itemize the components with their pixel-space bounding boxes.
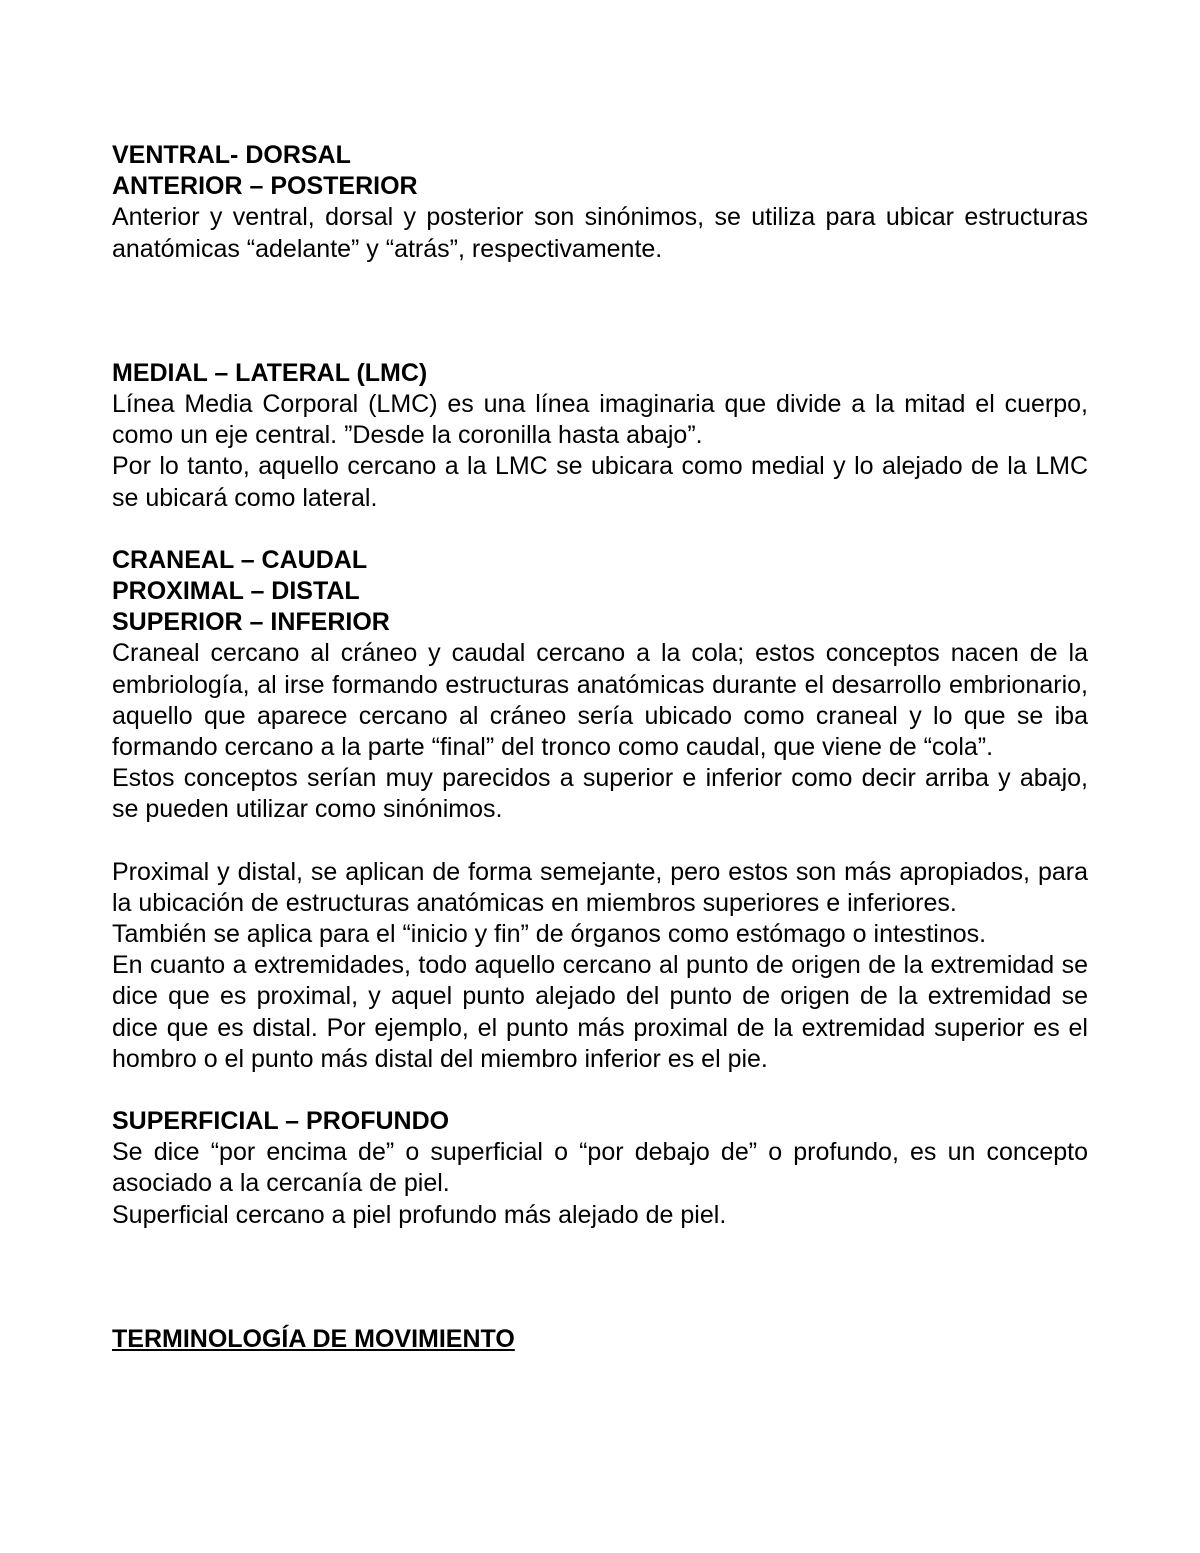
heading-proximal-distal: PROXIMAL – DISTAL: [112, 577, 360, 606]
spacer: [112, 1231, 1088, 1324]
paragraph-craneal-caudal: Craneal cercano al cráneo y caudal cercano a la cola; estos conceptos nacen de la embriología, al irse formando estructuras anatómicas durante el desarrollo embrionario, aquello que aparece cercano al cráneo sería ubicado como craneal y lo que se iba formando cercano a la parte “final” del tronco como caudal, que viene de “cola”.: [112, 639, 1088, 762]
heading-medial-lateral: MEDIAL – LATERAL (LMC): [112, 358, 428, 387]
spacer: [112, 514, 1088, 545]
heading-superior-inferior: SUPERIOR – INFERIOR: [112, 608, 390, 637]
paragraph-piel: Superficial cercano a piel profundo más alejado de piel.: [112, 1200, 727, 1229]
heading-terminologia-movimiento: TERMINOLOGÍA DE MOVIMIENTO: [112, 1324, 515, 1353]
paragraph-superficial-profundo: Se dice “por encima de” o superficial o “por debajo de” o profundo, es un concepto asociado a la cercanía de piel.: [112, 1138, 1088, 1198]
document-page: [112, 140, 1088, 1355]
paragraph-organos: También se aplica para el “inicio y fin” de órganos como estómago o intestinos.: [112, 920, 987, 949]
paragraph-medial-lateral: Por lo tanto, aquello cercano a la LMC se ubicara como medial y lo alejado de la LMC se ubicará como lateral.: [112, 452, 1088, 512]
paragraph-superior-inferior: Estos conceptos serían muy parecidos a superior e inferior como decir arriba y abajo, se pueden utilizar como sinónimos.: [112, 764, 1088, 824]
paragraph-lmc-definition: Línea Media Corporal (LMC) es una línea imaginaria que divide a la mitad el cuerpo, como un eje central. ”Desde la coronilla hasta abajo”.: [112, 390, 1088, 450]
spacer: [112, 1075, 1088, 1106]
paragraph-proximal-distal: Proximal y distal, se aplican de forma semejante, pero estos son más apropiados, para la ubicación de estructuras anatómicas en miembros superiores e inferiores.: [112, 857, 1088, 917]
paragraph-extremidades: En cuanto a extremidades, todo aquello cercano al punto de origen de la extremidad se dice que es proximal, y aquel punto alejado del punto de origen de la extremidad se dice que es distal. Por ejemplo, el punto más proximal de la extremidad superior es el hombro o el punto más distal del miembro inferior es el pie.: [112, 951, 1088, 1073]
spacer: [112, 826, 1088, 857]
heading-superficial-profundo: SUPERFICIAL – PROFUNDO: [112, 1107, 450, 1136]
heading-ventral-dorsal: VENTRAL- DORSAL: [112, 141, 351, 169]
heading-craneal-caudal: CRANEAL – CAUDAL: [112, 545, 368, 574]
paragraph-anterior-posterior: Anterior y ventral, dorsal y posterior son sinónimos, se utiliza para ubicar estructuras anatómicas “adelante” y “atrás”, respectivamente.: [112, 203, 1088, 263]
heading-anterior-posterior: ANTERIOR – POSTERIOR: [112, 172, 418, 201]
spacer: [112, 265, 1088, 358]
